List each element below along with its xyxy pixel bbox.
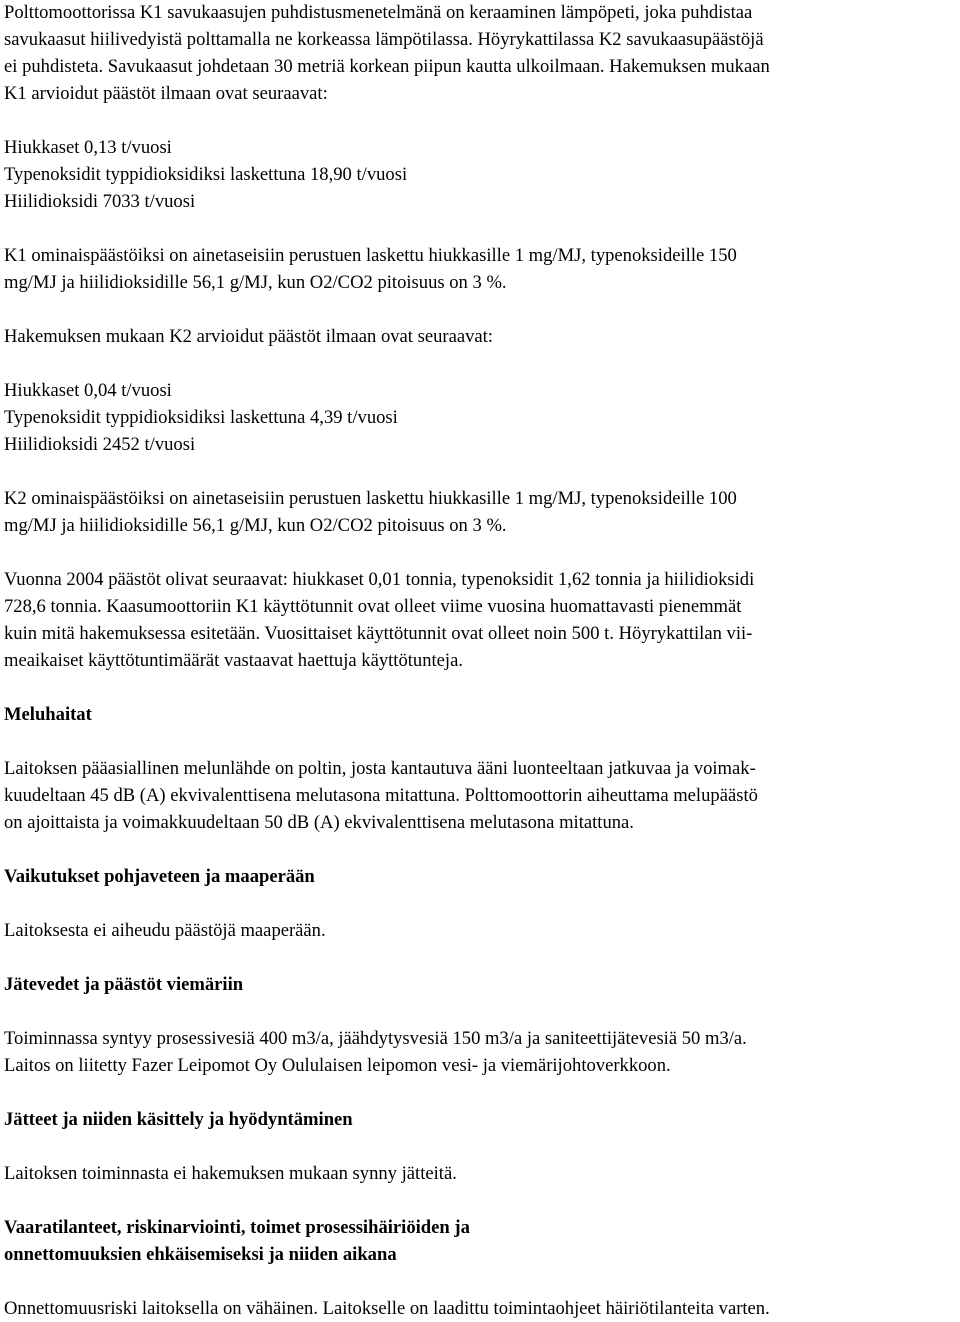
k2-specific-paragraph [4,485,960,539]
k2-particulates: Hiukkaset 0,04 t/vuosi [4,380,172,401]
wastewater-paragraph [4,1025,960,1079]
section-heading-groundwater: Vaikutukset pohjaveteen ja maaperään [4,866,315,887]
text-line: Laitoksesta ei aiheudu päästöjä maaperään. [4,920,326,941]
section-heading-hazards [4,1214,960,1268]
text-line: Hakemuksen mukaan K2 arvioidut päästöt ilmaan ovat seuraavat: [4,326,493,347]
text-line: K1 ominaispäästöiksi on ainetaseisiin perustuen laskettu hiukkasille 1 mg/MJ, typenoksideille 150 [4,245,737,266]
section-heading-wastewater: Jätevedet ja päästöt viemäriin [4,974,244,995]
text-line: Laitoksen toiminnasta ei hakemuksen mukaan synny jätteitä. [4,1163,457,1184]
k1-carbon-dioxide: Hiilidioksidi 7033 t/vuosi [4,191,196,212]
text-line: kuudeltaan 45 dB (A) ekvivalenttisena melutasona mitattuna. Polttomoottorin aiheuttama melupäästö [4,785,758,806]
k1-specific-paragraph [4,242,960,296]
k1-nitrogen-oxides: Typenoksidit typpidioksidiksi laskettuna 18,90 t/vuosi [4,164,408,185]
k1-emissions-list [4,134,960,215]
k2-nitrogen-oxides: Typenoksidit typpidioksidiksi laskettuna 4,39 t/vuosi [4,407,398,428]
text-line: mg/MJ ja hiilidioksidille 56,1 g/MJ, kun O2/CO2 pitoisuus on 3 %. [4,272,507,293]
k1-particulates: Hiukkaset 0,13 t/vuosi [4,137,172,158]
text-line: K1 arvioidut päästöt ilmaan ovat seuraavat: [4,83,328,104]
text-line: savukaasut hiilivedyistä polttamalla ne korkeassa lämpötilassa. Höyrykattilassa K2 savukaasupäästöjä [4,29,764,50]
heading-line: Vaaratilanteet, riskinarviointi, toimet prosessihäiriöiden ja [4,1217,470,1238]
text-line: Laitoksen pääasiallinen melunlähde on poltin, josta kantautuva ääni luonteeltaan jatkuvaa ja voimak- [4,758,756,779]
text-line: K2 ominaispäästöiksi on ainetaseisiin perustuen laskettu hiukkasille 1 mg/MJ, typenoksideille 100 [4,488,737,509]
text-line: meaikaiset käyttötuntimäärät vastaavat haettuja käyttötunteja. [4,650,463,671]
text-line: 728,6 tonnia. Kaasumoottoriin K1 käyttötunnit ovat olleet viime vuosina huomattavasti pienemmät [4,596,742,617]
section-heading-waste: Jätteet ja niiden käsittely ja hyödyntäminen [4,1109,353,1130]
groundwater-paragraph [4,917,960,944]
intro-paragraph [4,0,960,107]
text-line: kuin mitä hakemuksessa esitetään. Vuosittaiset käyttötunnit ovat olleet noin 500 t. Höyrykattilan vii- [4,623,753,644]
waste-paragraph [4,1160,960,1187]
text-line: Toiminnassa syntyy prosessivesiä 400 m3/a, jäähdytysvesiä 150 m3/a ja saniteettijätevesiä 50 m3/a. [4,1028,747,1049]
text-line: mg/MJ ja hiilidioksidille 56,1 g/MJ, kun O2/CO2 pitoisuus on 3 %. [4,515,507,536]
text-line: Vuonna 2004 päästöt olivat seuraavat: hiukkaset 0,01 tonnia, typenoksidit 1,62 tonnia ja hiilidioksidi [4,569,755,590]
year-2004-paragraph [4,566,960,674]
text-line: ei puhdisteta. Savukaasut johdetaan 30 metriä korkean piipun kautta ulkoilmaan. Hakemuksen mukaan [4,56,770,77]
noise-paragraph [4,755,960,836]
k2-emissions-list [4,377,960,458]
text-line: Onnettomuusriski laitoksella on vähäinen. Laitokselle on laadittu toimintaohjeet häiriötilanteita varten. [4,1298,770,1319]
text-line: on ajoittaista ja voimakkuudeltaan 50 dB (A) ekvivalenttisena melutasona mitattuna. [4,812,634,833]
heading-line: onnettomuuksien ehkäisemiseksi ja niiden aikana [4,1244,397,1265]
text-line: Laitos on liitetty Fazer Leipomot Oy Oululaisen leipomon vesi- ja viemärijohtoverkkoon. [4,1055,671,1076]
section-heading-noise: Meluhaitat [4,704,92,725]
text-line: Polttomoottorissa K1 savukaasujen puhdistusmenetelmänä on keraaminen lämpöpeti, joka puhdistaa [4,2,753,23]
hazards-paragraph [4,1295,960,1322]
k2-carbon-dioxide: Hiilidioksidi 2452 t/vuosi [4,434,196,455]
k2-intro-paragraph [4,323,960,350]
